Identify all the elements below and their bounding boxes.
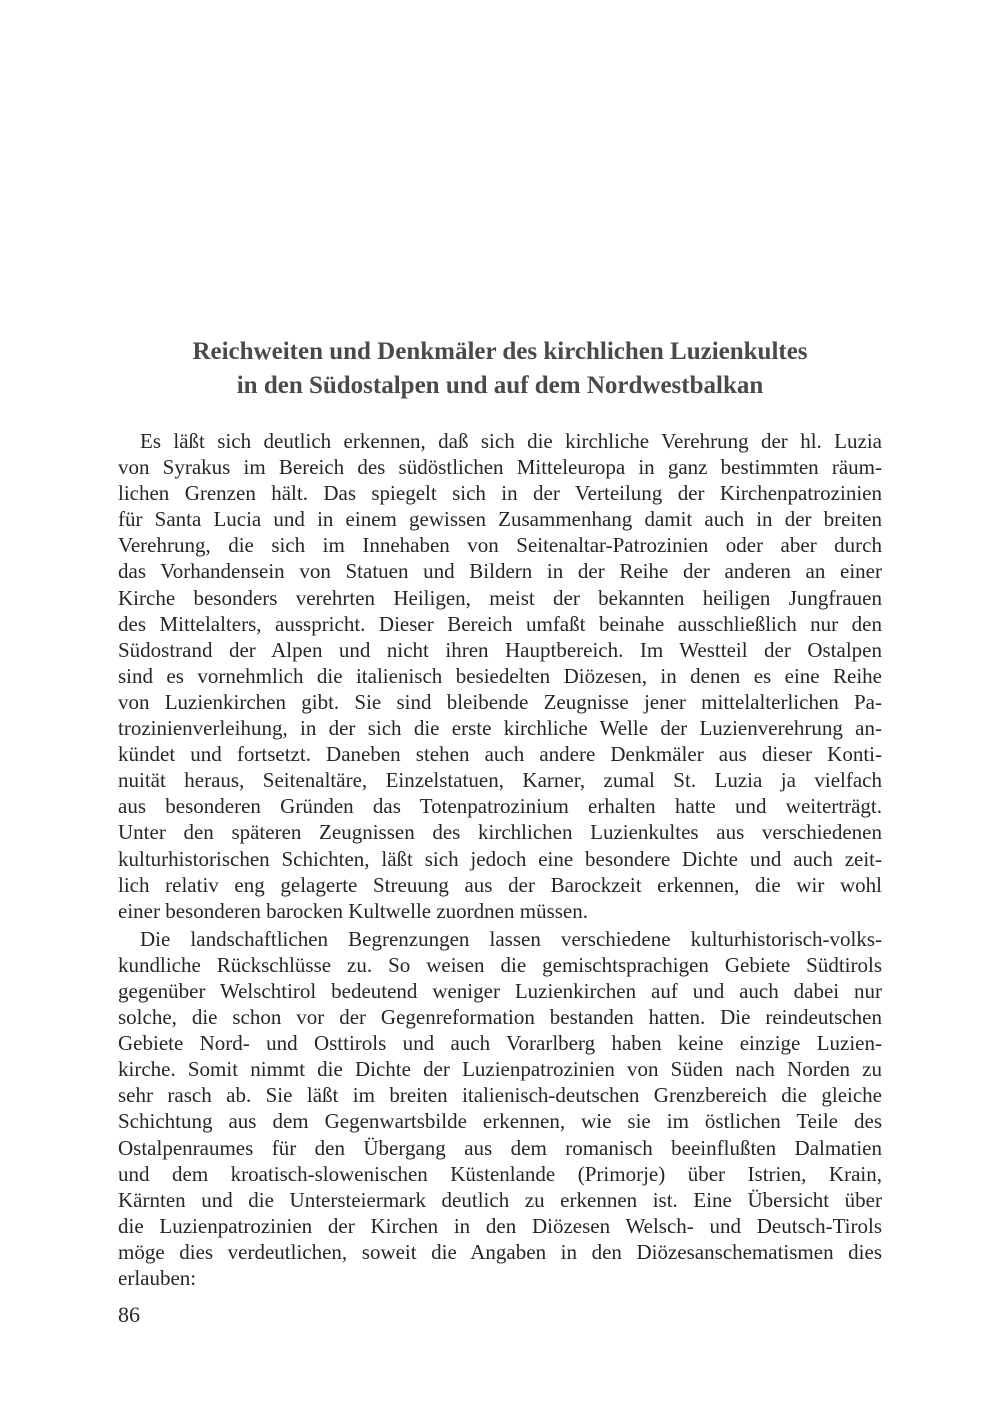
text-line: lich relativ eng gelagerte Streuung aus der Barockzeit erkennen, die wir wohl bbox=[118, 872, 882, 897]
text-line: möge dies verdeutlichen, soweit die Angaben in den Diözesanschematismen dies bbox=[118, 1239, 882, 1264]
chapter-title-line-2: in den Südostalpen und auf dem Nordwestbalkan bbox=[236, 372, 764, 399]
text-line: Kärnten und die Untersteiermark deutlich zu erkennen ist. Eine Übersicht über bbox=[118, 1187, 882, 1212]
text-line: erlauben: bbox=[118, 1266, 197, 1290]
text-line: Schichtung aus dem Gegenwartsbilde erkennen, wie sie im östlichen Teile des bbox=[118, 1109, 882, 1134]
chapter-title-line-1: Reichweiten und Denkmäler des kirchlichen Luzienkultes bbox=[192, 338, 808, 365]
paragraph-1 bbox=[118, 428, 882, 924]
text-line: Kirche besonders verehrten Heiligen, meist der bekannten heiligen Jungfrauen bbox=[118, 585, 882, 610]
text-line: kirche. Somit nimmt die Dichte der Luzienpatrozinien von Süden nach Norden zu bbox=[118, 1057, 882, 1082]
text-line: die Luzienpatrozinien der Kirchen in den Diözesen Welsch- und Deutsch-Tirols bbox=[118, 1213, 882, 1238]
text-line: des Mittelalters, ausspricht. Dieser Bereich umfaßt beinahe ausschließlich nur den bbox=[118, 611, 882, 636]
text-line: für Santa Lucia und in einem gewissen Zusammenhang damit auch in der breiten bbox=[118, 507, 882, 532]
text-line: sehr rasch ab. Sie läßt im breiten italienisch-deutschen Grenzbereich die gleiche bbox=[118, 1083, 882, 1108]
text-line: Die landschaftlichen Begrenzungen lassen verschiedene kulturhistorisch-volks- bbox=[140, 926, 882, 951]
text-line: lichen Grenzen hält. Das spiegelt sich in der Verteilung der Kirchenpatrozinien bbox=[118, 481, 882, 506]
text-line: einer besonderen barocken Kultwelle zuordnen müssen. bbox=[118, 898, 588, 923]
text-line: Verehrung, die sich im Innehaben von Seitenaltar-Patrozinien oder aber durch bbox=[118, 533, 882, 558]
text-line: das Vorhandensein von Statuen und Bildern in der Reihe der anderen an einer bbox=[118, 559, 882, 584]
page-number: 86 bbox=[118, 1302, 140, 1327]
text-line: kulturhistorischen Schichten, läßt sich jedoch eine besondere Dichte und auch zeit- bbox=[118, 846, 882, 871]
body-text bbox=[118, 428, 882, 1291]
text-line: kündet und fortsetzt. Daneben stehen auch andere Denkmäler aus dieser Konti- bbox=[118, 742, 882, 767]
text-line: von Luzienkirchen gibt. Sie sind bleibende Zeugnisse jener mittelalterlichen Pa- bbox=[118, 689, 882, 714]
text-line: Südostrand der Alpen und nicht ihren Hauptbereich. Im Westteil der Ostalpen bbox=[118, 637, 882, 662]
text-line: aus besonderen Gründen das Totenpatrozinium erhalten hatte und weiterträgt. bbox=[118, 794, 882, 819]
paragraph-2 bbox=[118, 926, 882, 1291]
text-line: nuität heraus, Seitenaltäre, Einzelstatuen, Karner, zumal St. Luzia ja vielfach bbox=[118, 768, 882, 793]
text-line: kundliche Rückschlüsse zu. So weisen die gemischtsprachigen Gebiete Südtirols bbox=[118, 952, 882, 977]
text-line: von Syrakus im Bereich des südöstlichen Mitteleuropa in ganz bestimmten räum- bbox=[118, 455, 882, 480]
text-line: Gebiete Nord- und Osttirols und auch Vorarlberg haben keine einzige Luzien- bbox=[118, 1031, 882, 1056]
chapter-title bbox=[118, 335, 882, 403]
text-line: gegenüber Welschtirol bedeutend weniger Luzienkirchen auf und auch dabei nur bbox=[118, 978, 882, 1003]
text-line: Unter den späteren Zeugnissen des kirchlichen Luzienkultes aus verschiedenen bbox=[118, 820, 882, 845]
text-line: Es läßt sich deutlich erkennen, daß sich die kirchliche Verehrung der hl. Luzia bbox=[140, 429, 882, 453]
text-line: trozinienverleihung, in der sich die erste kirchliche Welle der Luzienverehrung an- bbox=[118, 716, 882, 741]
text-line: sind es vornehmlich die italienisch besiedelten Diözesen, in denen es eine Reihe bbox=[118, 663, 882, 688]
text-line: und dem kroatisch-slowenischen Küstenlande (Primorje) über Istrien, Krain, bbox=[118, 1161, 882, 1186]
text-line: Ostalpenraumes für den Übergang aus dem romanisch beeinflußten Dalmatien bbox=[118, 1135, 882, 1160]
text-line: solche, die schon vor der Gegenreformation bestanden hatten. Die reindeutschen bbox=[118, 1005, 882, 1030]
